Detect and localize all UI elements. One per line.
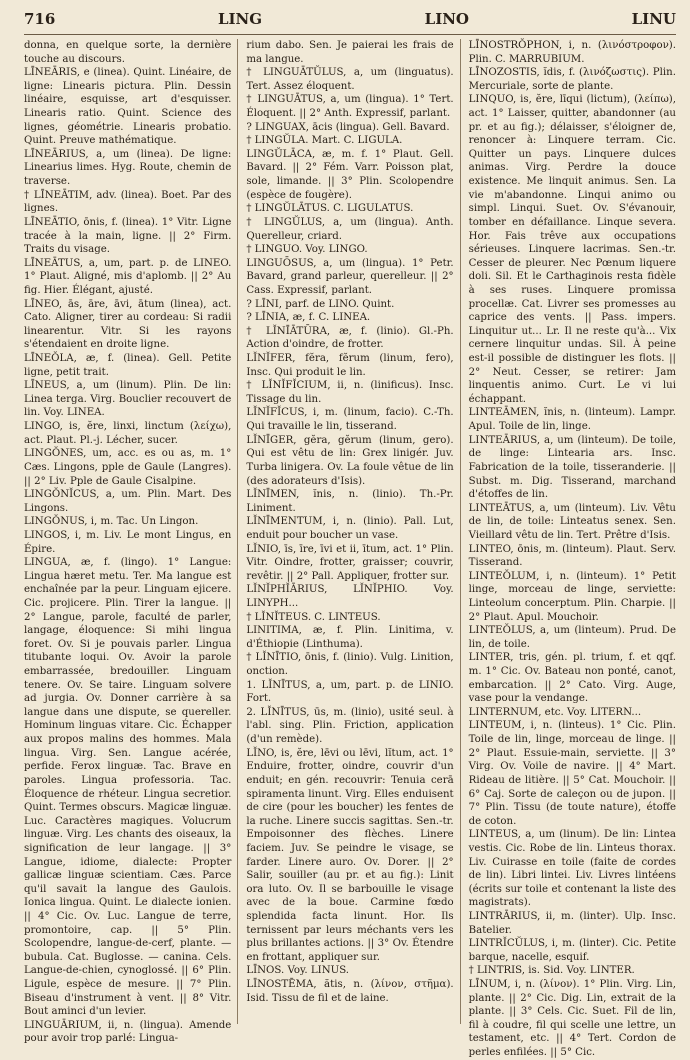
dictionary-entry: LINTEO, ōnis, m. (linteum). Plaut. Serv. Tisserand.: [468, 543, 676, 569]
dictionary-entry: LĬNIO, īs, īre, īvi et ii, ītum, act. 1° Plin. Vitr. Oindre, frotter, graisser; couvrir, revêtir. || 2° Pall. Appliquer, frotter sur.: [246, 543, 454, 582]
dictionary-entry: LINITIMA, æ, f. Plin. Linitima, v. d'Éthiopie (Linthuma).: [246, 625, 454, 650]
dictionary-entry: LĬNĬPHĬĀRIUS, LĬNĬPHIO. Voy. LINYPH...: [246, 584, 454, 609]
dictionary-entry: † LINGŬLA. Mart. C. LIGULA.: [246, 135, 403, 147]
dictionary-entry: † LĬNĬTEUS. C. LINTEUS.: [246, 611, 381, 623]
dictionary-entry: rium dabo. Sen. Je paierai les frais de ma langue.: [246, 40, 454, 65]
dictionary-entry: LINQUO, is, ĕre, līqui (lictum), (λείπω), act. 1° Laisser, quitter, abandonner (au pr. et au fig.); délaisser, s'éloigner de, renoncer à: Linquere terram. Cic. Quitter un pays. Linquere dulces animas. Virg. Perdre la douce existence. Me linquit animus. Sen. La vie m'abandonne. Linqui animo ou simpl. Linqui. Suet. Ov. S'évanouir, tomber en défaillance. Linque severa. Hor. Fais trêve aux occupations sérieuses. Linquere lacrimas. Sen.-tr. Cesser de pleurer. Nec Pœnum liquere doli. Sil. Et le Carthaginois resta fidèle à ses ruses. Linquere promissa procellæ. Cat. Livrer ses promesses au caprice des vents. || Pass. impers. Linquitur ut... Lr. Il ne reste qu'à... Vix cernere linquitur undas. Sil. À peine est-il possible de distinguer les flots. || 2° Neut. Cesser, se retirer: Jam linquentis animo. Curt. Le vi lui échappant.: [468, 94, 676, 405]
dictionary-entry: LINTER, tris, gén. pl. trium, f. et qqf. m. 1° Cic. Ov. Bateau non ponté, canot, embarcation. || 2° Cato. Virg. Auge, vase pour la vendange.: [468, 652, 676, 705]
dictionary-entry: LINTRĀRIUS, ii, m. (linter). Ulp. Insc. Batelier.: [468, 911, 676, 936]
header-left-word: LING: [217, 10, 263, 28]
dictionary-entry: LINTEŎLUS, a, um (linteum). Prud. De lin, de toile.: [468, 625, 676, 650]
dictionary-entry: LĬNĬFER, fĕra, fĕrum (linum, fero), Insc. Qui produit le lin.: [246, 353, 454, 378]
dictionary-entry: LINGŬLĀCA, æ, m. f. 1° Plaut. Gell. Bavard. || 2° Fém. Varr. Poisson plat, sole, limande. || 3° Plin. Scolopendre (espèce de fougère).: [246, 148, 454, 201]
dictionary-entry: LĬNO, is, ĕre, lēvi ou lēvi, lĭtum, act. 1° Enduire, frotter, oindre, couvrir d'un enduit; en gén. recouvrir: Tenuia cerā spiramenta linunt. Virg. Elles enduisent de cire (pour les boucher) les fentes de la ruche. Linere succis sagittas. Sen.-tr. Empoisonner des flèches. Linere faciem. Juv. Se peindre le visage, se farder. Linere auro. Ov. Dorer. || 2° Salir, souiller (au pr. et au fig.): Linit ora luto. Ov. Il se barbouille le visage avec de la boue. Carmine fœdo splendida facta linunt. Hor. Ils ternissent par leurs méchants vers les plus brillantes actions. || 3° Ov. Étendre en frottant, appliquer sur.: [246, 747, 454, 963]
dictionary-entry: LĪNOZOSTIS, ĭdis, f. (λινόζωστις). Plin. Mercuriale, sorte de plante.: [468, 67, 676, 92]
column-middle: [246, 39, 460, 1024]
dictionary-entry: † LINGUĀTUS, a, um (lingua). 1° Tert. Éloquent. || 2° Anth. Expressif, parlant.: [246, 94, 454, 120]
dictionary-entry: LINTRĬCŬLUS, i, m. (linter). Cic. Petite barque, nacelle, esquif.: [468, 938, 676, 963]
dictionary-entry: LINGUŌSUS, a, um (lingua). 1° Petr. Bavard, grand parleur, querelleur. || 2° Cass. Expressif, parlant.: [246, 257, 454, 296]
dictionary-entry: † LĬNĬFĬCIUM, ii, n. (linificus). Insc. Tissage du lin.: [246, 380, 454, 405]
dictionary-entry: LĪNEO, ās, āre, āvi, ātum (linea), act. Cato. Aligner, tirer au cordeau: Si radii linearentur. Vitr. Si les rayons s'étendaient en droite ligne.: [24, 298, 232, 351]
dictionary-entry: LINGŎNUS, i, m. Tac. Un Lingon.: [24, 516, 199, 528]
dictionary-entry: LINTEUM, i, n. (linteus). 1° Cic. Plin. Toile de lin, linge, morceau de linge. || 2° Plaut. Essuie-main, serviette. || 3° Virg. Ov. Voile de navire. || 4° Mart. Rideau de litière. || 5° Cat. Mouchoir. || 6° Caj. Sorte de caleçon ou de jupon. || 7° Plin. Tissu (de toute nature), étoffe de coton.: [468, 720, 676, 827]
dictionary-entry: 1. LĬNĪTUS, a, um, part. p. de LINIO. Fort.: [246, 679, 454, 705]
dictionary-entry: LĪNEĀRIUS, a, um (linea). De ligne: Linearius limes. Hyg. Route, chemin de traverse.: [24, 148, 232, 188]
running-header: [24, 10, 676, 35]
dictionary-entry: ? LINGUAX, ācis (lingua). Gell. Bavard.: [246, 121, 450, 133]
dictionary-entry: † LĬNĪĀTŪRA, æ, f. (linio). Gl.-Ph. Action d'oindre, de frotter.: [246, 325, 454, 351]
dictionary-entry: † LINGUĀTŬLUS, a, um (linguatus). Tert. Assez éloquent.: [246, 67, 454, 92]
dictionary-entry: LINGO, is, ĕre, linxi, linctum (λείχω), act. Plaut. Pl.-j. Lécher, sucer.: [24, 421, 232, 446]
dictionary-entry: LĬNĪMEN, ĭnis, n. (linio). Th.-Pr. Liniment.: [246, 489, 454, 514]
dictionary-entry: LINTEŎLUM, i, n. (linteum). 1° Petit linge, morceau de linge, serviette: Linteolum concerptum. Plin. Charpie. || 2° Plaut. Apul. Mouchoir.: [468, 570, 676, 623]
header-right-word: LINU: [631, 10, 676, 28]
dictionary-entry: † LINGUO. Voy. LINGO.: [246, 244, 368, 256]
dictionary-entry: LINGUA, æ, f. (lingo). 1° Langue: Lingua hæret metu. Ter. Ma langue est enchaînée par la peur. Linguam ejicere. Cic. projicere. Plin. Tirer la langue. || 2° Langue, parole, faculté de parler, langage, éloquence: Si mihi lingua foret. Ov. Si je pouvais parler. Lingua titubante loqui. Ov. Avoir la parole embarrassée, bredouiller. Linguam tenere. Ov. Se taire. Linguam solvere ad jurgia. Ov. Donner carrière à sa langue dans une dispute, se quereller. Hominum linguas vitare. Cic. Échapper aux propos malins des hommes. Mala lingua. Virg. Sen. Langue acérée, perfide. Ferox linguæ. Tac. Brave en paroles. Lingua professoria. Tac. Éloquence de rhéteur. Lingua secretior. Quint. Termes obscurs. Magicæ linguæ. Luc. Caractères magiques. Volucrum linguæ. Virg. Les chants des oiseaux, la signification de leur langage. || 3° Langue, idiome, dialecte: Propter gallicæ linguæ scientiam. Cæs. Parce qu'il savait la langue des Gaulois. Ionica lingua. Quint. Le dialecte ionien. || 4° Cic. Ov. Luc. Langue de terre, promontoire, cap. || 5° Plin. Scolopendre, langue-de-cerf, plante. — bubula. Cat. Buglosse. — canina. Cels. Langue-de-chien, cynoglossé. || 6° Plin. Ligule, espèce de mesure. || 7° Plin. Biseau d'instrument à vent. || 8° Vitr. Bout aminci d'un levier.: [24, 557, 232, 1018]
dictionary-entry: LINGŎNĬCUS, a, um. Plin. Mart. Des Lingons.: [24, 489, 232, 514]
dictionary-entry: LINGUĀRIUM, ii, n. (lingua). Amende pour avoir trop parlé: Lingua-: [24, 1019, 232, 1045]
dictionary-entry: LĬNĪGER, gĕra, gĕrum (linum, gero). Qui est vêtu de lin: Grex linigér. Juv. Turba linigera. Ov. La foule vêtue de lin (des adorateurs d'Isis).: [246, 434, 454, 487]
dictionary-entry: LĪNUM, i, n. (λίνον). 1° Plin. Virg. Lin, plante. || 2° Cic. Dig. Lin, extrait de la plante. || 3° Cels. Cic. Suet. Fil de lin, fil à coudre, fil qui scelle une lettre, un testament, etc. || 4° Tert. Cordon de perles enfilées. || 5° Cic.: [468, 979, 676, 1059]
dictionary-entry: LĪNEŎLA, æ, f. (linea). Gell. Petite ligne, petit trait.: [24, 353, 232, 378]
dictionary-entry: † LĬNĪTIO, ōnis, f. (linio). Vulg. Linition, onction.: [246, 652, 454, 678]
dictionary-entry: LĪNEĀTUS, a, um, part. p. de LINEO. 1° Plaut. Aligné, mis d'aplomb. || 2° Au fig. Hier. Élégant, ajusté.: [24, 257, 232, 296]
dictionary-entry: 2. LĬNĪTUS, ūs, m. (linio), usité seul. à l'abl. sing. Plin. Friction, application (d'un remède).: [246, 706, 454, 746]
dictionary-entry: † LINGŬLUS, a, um (lingua). Anth. Querelleur, criard.: [246, 216, 454, 242]
dictionary-entry: donna, en quelque sorte, la dernière touche au discours.: [24, 40, 232, 65]
text-columns: [24, 39, 676, 1059]
dictionary-entry: LINGOS, i, m. Liv. Le mont Lingus, en Épire.: [24, 529, 232, 555]
dictionary-entry: LĪNOSTĒMA, ătis, n. (λίνον, στῆμα). Isid. Tissu de fil et de laine.: [246, 979, 454, 1004]
dictionary-entry: LĪNOS. Voy. LINUS.: [246, 965, 350, 977]
dictionary-entry: ? LĪNIA, æ, f. C. LINEA.: [246, 312, 371, 324]
column-left: [24, 39, 238, 1045]
dictionary-entry: LĪNEUS, a, um (linum). Plin. De lin: Linea terga. Virg. Bouclier recouvert de lin. Voy. LINEA.: [24, 380, 232, 419]
page-number: 716: [24, 10, 56, 28]
dictionary-entry: LINTEĀTUS, a, um (linteum). Liv. Vêtu de lin, de toile: Linteatus senex. Sen. Vieillard vêtu de lin. Tert. Prêtre d'Isis.: [468, 502, 676, 541]
dictionary-entry: LĪNEĀRIS, e (linea). Quint. Linéaire, de ligne: Linearis pictura. Plin. Dessin linéaire, esquisse, art d'esquisser. Linearis ratio. Quint. Science des lignes, géométrie. Linearis probatio. Quint. Preuve mathématique.: [24, 67, 232, 147]
dictionary-entry: † LINTRIS, is. Sid. Voy. LINTER.: [468, 965, 635, 977]
dictionary-entry: LINTERNUM, etc. Voy. LITERN...: [468, 706, 642, 718]
column-right: [468, 39, 676, 1059]
dictionary-entry: ? LĪNI, parf. de LINO. Quint.: [246, 298, 395, 310]
dictionary-entry: LĪNEĀTIO, ōnis, f. (linea). 1° Vitr. Ligne tracée à la main, ligne. || 2° Firm. Traits du visage.: [24, 216, 232, 256]
dictionary-entry: † LINGŬLĀTUS. C. LIGULATUS.: [246, 203, 414, 215]
dictionary-entry: LINTEUS, a, um (linum). De lin: Lintea vestis. Cic. Robe de lin. Linteus thorax. Liv. Cuirasse en toile (faite de cordes de lin). Libri lintei. Liv. Livres lintéens (écrits sur toile et contenant la liste des magistrats).: [468, 829, 676, 909]
dictionary-entry: LINGŎNES, um, acc. es ou as, m. 1° Cæs. Lingons, pple de Gaule (Langres). || 2° Liv. Pple de Gaule Cisalpine.: [24, 448, 232, 487]
header-center-word: LINO: [424, 10, 469, 28]
dictionary-entry: LĪNOSTRŎPHON, i, n. (λινόστροφον). Plin. C. MARRUBIUM.: [468, 40, 676, 65]
dictionary-entry: LĬNĬFĬCUS, i, m. (linum, facio). C.-Th. Qui travaille le lin, tisserand.: [246, 407, 454, 433]
dictionary-entry: LINTEĀRIUS, a, um (linteum). De toile, de linge: Lintearia ars. Insc. Fabrication de la toile, tisseranderie. || Subst. m. Dig. Tisserand, marchand d'étoffes de lin.: [468, 434, 676, 501]
dictionary-entry: LĬNĪMENTUM, i, n. (linio). Pall. Lut, enduit pour boucher un vase.: [246, 516, 454, 541]
dictionary-entry: † LĪNEĀTIM, adv. (linea). Boet. Par des lignes.: [24, 189, 232, 215]
dictionary-entry: LINTEĀMEN, ĭnis, n. (linteum). Lampr. Apul. Toile de lin, linge.: [468, 407, 676, 433]
